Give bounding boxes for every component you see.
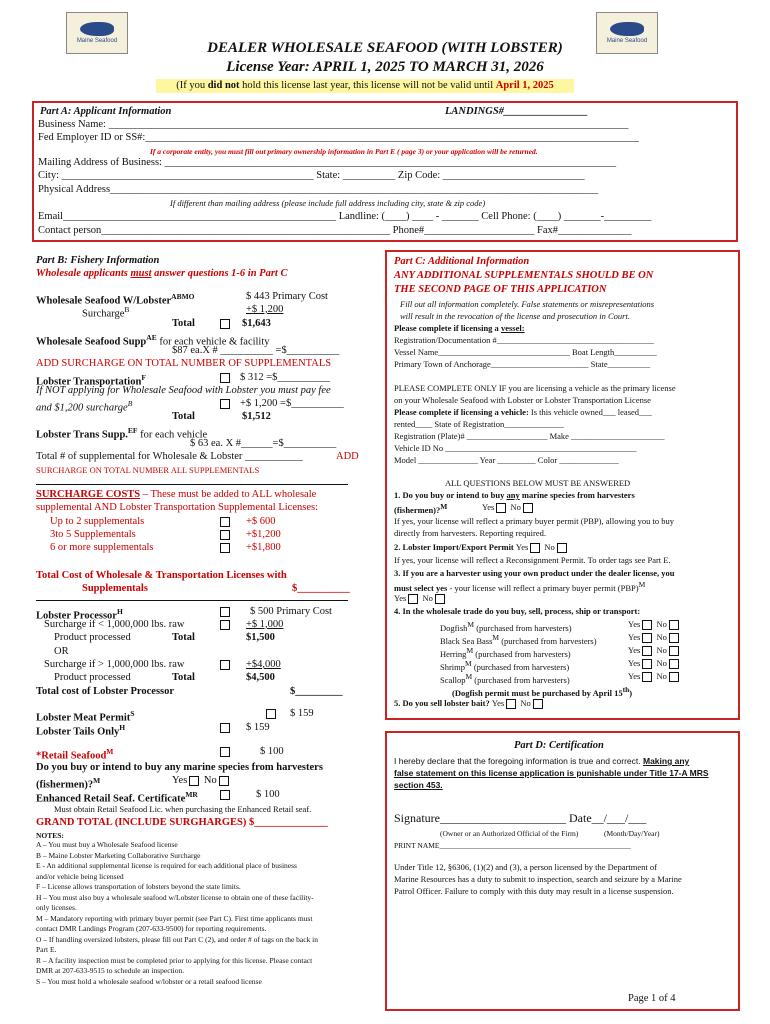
physical-address-note: If different than mailing address (please include full address including city, state & zip code)	[170, 198, 486, 208]
note-item: E - An additional supplemental license is required for each additional place of business	[36, 861, 297, 870]
species-sup: M	[466, 646, 474, 655]
note-item: A – You must buy a Wholesale Seafood license	[36, 840, 178, 849]
surcharge-costs-desc: supplemental AND Lobster Transportation Supplemental Licenses:	[36, 502, 319, 513]
surcharge-total-note: SURCHARGE ON TOTAL NUMBER ALL SUPPLEMENTALS	[36, 465, 260, 475]
species-name: Scallop	[440, 674, 466, 685]
add-surcharge-note: ADD SURCHARGE ON TOTAL NUMBER OF SUPPLEMENTALS	[36, 358, 332, 369]
vessel-heading: Please complete if licensing a vessel:	[394, 323, 525, 333]
product-total-label-2: Total	[172, 672, 195, 683]
mailing-address-field[interactable]: Mailing Address of Business: ______________________________________________________________________________________	[38, 157, 617, 168]
part-b-subtitle: Wholesale applicants must answer questions 1-6 in Part C	[36, 268, 288, 279]
q1-note-1: If yes, your license will reflect a primary buyer permit (PBP), allowing you to buy	[394, 516, 674, 526]
species-yes-no: Yes No	[628, 631, 681, 644]
supp-price-field[interactable]: $87 ea.X # __________ =$__________	[172, 345, 340, 356]
wholesale-seafood-label: Wholesale Seafood W/Lobster$^{ABMO}$	[36, 292, 195, 307]
lobster-meat-permit-checkbox[interactable]	[266, 709, 276, 719]
total-cost-field[interactable]: $__________	[292, 583, 350, 594]
meat-permit-value: $ 159	[290, 708, 314, 719]
species-name: Shrimp	[440, 661, 466, 672]
surcharge-less-checkbox[interactable]	[220, 620, 230, 630]
species-no-checkbox[interactable]	[669, 659, 679, 669]
species-yes-checkbox[interactable]	[642, 620, 652, 630]
tier-3-value: +$1,800	[246, 542, 281, 553]
title12-line-2: Marine Resources has a duty to submit to inspection, search and seizure by a Marine	[394, 874, 682, 884]
part-b-title: Part B: Fishery Information	[36, 255, 160, 266]
retail-seafood-label: *Retail Seafood$^M$	[36, 747, 114, 762]
retail-seafood-checkbox[interactable]	[220, 747, 230, 757]
enhanced-retail-checkbox[interactable]	[220, 790, 230, 800]
total-label-2: Total	[172, 411, 195, 422]
q1-yes-no: Yes No	[482, 501, 535, 513]
species-sup: M	[467, 620, 475, 629]
part-c-subtitle-1: ANY ADDITIONAL SUPPLEMENTALS SHOULD BE ON	[394, 270, 654, 281]
page-number: Page 1 of 4	[628, 993, 676, 1004]
grand-total-field[interactable]: GRAND TOTAL (INCLUDE SURGHARGES) $______________	[36, 817, 328, 828]
species-no-checkbox[interactable]	[669, 646, 679, 656]
retail-question-2: (fishermen)?$^M$	[36, 776, 101, 791]
note-item: S – You must hold a wholesale seafood w/lobster or a retail seafood license	[36, 976, 262, 986]
add-label: ADD	[336, 451, 359, 462]
question-2: 2. Lobster Import/Export Permit Yes No	[394, 541, 569, 553]
surcharge-label: Surcharge$^B$	[82, 305, 130, 320]
false-statements-warning-2: will result in the revocation of the license and prosecution in Court.	[400, 311, 630, 321]
processor-primary-cost: $ 500 Primary Cost	[250, 606, 332, 617]
title12-line-1: Under Title 12, §6306, (1)(2) and (3), a person licensed by the Department of	[394, 862, 657, 872]
retail-yes-checkbox[interactable]	[189, 776, 199, 786]
species-yes-checkbox[interactable]	[642, 659, 652, 669]
note-item: B – Maine Lobster Marketing Collaborative Surcharge	[36, 850, 201, 860]
email-phone-field[interactable]: Email____________________________________________________ Landline: (____) ____ - _______ Cell Phone: (____) _______-_________	[38, 211, 652, 222]
enhanced-retail-label: Enhanced Retail Seaf. Certificate$^{MR}$	[36, 790, 198, 805]
species-desc: (purchased from harvesters)	[471, 661, 570, 672]
total-cost-heading: Total Cost of Wholesale & Transportation Licenses with	[36, 570, 287, 581]
registration-field[interactable]: Registration/Documentation #_____________________________________	[394, 335, 654, 345]
vehicle-note-2: on your Wholesale Seafood with Lobster or Lobster Transportation License	[394, 395, 651, 405]
q1-yes-checkbox[interactable]	[496, 503, 506, 513]
print-name-field[interactable]: PRINT NAME___________________________________________________	[394, 841, 631, 850]
if-not-note-2: and $1,200 surcharge$^B$	[36, 399, 133, 414]
note-item: M – Mandatory reporting with primary buyer permit (see Part C). First time applicants must	[36, 913, 313, 923]
surcharge-less-label: Surcharge if < 1,000,000 lbs. raw	[44, 619, 185, 630]
lobster-transportation-checkbox[interactable]	[220, 373, 230, 383]
species-row	[440, 657, 730, 670]
question-1: 1. Do you buy or intend to buy any marine species from harvesters	[394, 490, 635, 500]
tier-3-checkbox[interactable]	[220, 543, 230, 553]
license-year: License Year: APRIL 1, 2025 TO MARCH 31, 2026	[226, 59, 544, 75]
total-processor-label: Total cost of Lobster Processor	[36, 686, 175, 697]
question-3-line-2: must select yes - your license will reflect a primary buyer permit (PBP)$^M$	[394, 580, 646, 593]
species-desc: (purchased from harvesters)	[499, 635, 597, 646]
tier-2-label: 3to 5 Supplementals	[50, 529, 136, 540]
vehicle-note-3[interactable]: Please complete if licensing a vehicle: Is this vehicle owned___ leased___	[394, 407, 652, 417]
tier-1-label: Up to 2 supplementals	[50, 516, 145, 527]
species-row	[440, 631, 730, 644]
note-item: H – You must also buy a wholesale seafood w/Lobster license to obtain one of these facility-	[36, 892, 314, 902]
surcharge-value: +$ 1,200	[246, 304, 284, 315]
species-no-checkbox[interactable]	[669, 672, 679, 682]
note-item: contact DMR Landings Program (207-633-9500) for reporting requirements.	[36, 924, 267, 933]
species-no-checkbox[interactable]	[669, 620, 679, 630]
form-title: DEALER WHOLESALE SEAFOOD (WITH LOBSTER)	[207, 40, 563, 56]
false-statements-warning-1: Fill out all information completely. False statements or misrepresentations	[400, 299, 655, 309]
transport-value-field[interactable]: $ 312 =$__________	[240, 372, 330, 383]
contact-person-field[interactable]: Contact person_______________________________________________________ Phone#_____________________ Fax#______________	[38, 225, 632, 236]
if-not-note-1: If NOT applying for Wholesale Seafood with Lobster you must pay fee	[36, 385, 331, 396]
note-item: R – A facility inspection must be completed prior to applying for this license. Please contact	[36, 955, 313, 965]
enhanced-retail-value: $ 100	[256, 789, 280, 800]
divider	[36, 484, 348, 485]
q1-note-2: directly from harvesters. Reporting required.	[394, 528, 547, 538]
wholesale-primary-cost: $ 443 Primary Cost	[246, 291, 328, 302]
species-desc: (purchased from harvesters)	[472, 674, 570, 685]
total-cost-supplementals: Supplementals	[82, 583, 148, 594]
surcharge-more-value: +$4,000	[246, 659, 281, 670]
surcharge-costs-heading: SURCHARGE COSTS – These must be added to ALL wholesale	[36, 489, 317, 500]
lobster-processor-checkbox[interactable]	[220, 607, 230, 617]
all-questions-heading: ALL QUESTIONS BELOW MUST BE ANSWERED	[445, 478, 631, 488]
maine-seafood-logo-right: Maine Seafood	[596, 12, 658, 54]
species-row	[440, 644, 730, 657]
notes-title: NOTES:	[36, 831, 64, 840]
notes-list	[36, 840, 376, 987]
model-year-color-field[interactable]: Model ______________ Year _________ Color ______________	[394, 455, 619, 465]
corporate-entity-note: If a corporate entity, you must fill out primary ownership information in Part E ( page 3) or your application will be returned.	[150, 147, 538, 156]
fish-icon	[610, 22, 644, 36]
lobster-processor-label: Lobster Processor$^H$	[36, 607, 123, 622]
part-c-title: Part C: Additional Information	[394, 256, 530, 267]
landings-field[interactable]: LANDINGS#________________	[445, 106, 588, 117]
date-caption: (Month/Day/Year)	[604, 829, 660, 838]
note-item: DMR at 207-633-9515 to schedule an inspection.	[36, 966, 185, 975]
species-name: Black Sea Bass	[440, 635, 493, 646]
part-c-subtitle-2: THE SECOND PAGE OF THIS APPLICATION	[394, 284, 607, 295]
tier-2-value: +$1,200	[246, 529, 281, 540]
title12-line-3: Patrol Officer. Failure to comply with this duty may result in a license suspension.	[394, 886, 674, 896]
tier-1-value: +$ 600	[246, 516, 276, 527]
species-row	[440, 618, 730, 631]
validity-notice: (If you did not hold this license last year, this license will not be valid until April 1, 2025	[156, 79, 574, 93]
certification-line-2: false statement on this license application is punishable under Title 17-A MRS	[394, 768, 709, 778]
total-processor-field[interactable]: $_________	[290, 686, 343, 697]
primary-town-field[interactable]: Primary Town of Anchorage_______________________ State__________	[394, 359, 651, 369]
maine-seafood-logo-left: Maine Seafood	[66, 12, 128, 54]
species-desc: (purchased from harvesters)	[474, 622, 572, 633]
total-label: Total	[172, 318, 195, 329]
signature-caption: (Owner or an Authorized Official of the Firm)	[440, 829, 579, 838]
product-total-2: $4,500	[246, 672, 275, 683]
species-desc: (purchased from harvesters)	[473, 648, 571, 659]
total-supplementals-field[interactable]: Total # of supplemental for Wholesale & Lobster ___________	[36, 451, 303, 462]
q5-yes-checkbox[interactable]	[506, 699, 516, 709]
product-total-label: Total	[172, 632, 195, 643]
q3-yes-checkbox[interactable]	[408, 594, 418, 604]
question-4: 4. In the wholesale trade do you buy, sell, process, ship or transport:	[394, 606, 641, 616]
vehicle-rented-field[interactable]: rented____ State of Registration______________	[394, 419, 564, 429]
note-item: and/or vehicle being licensed	[36, 871, 124, 881]
product-processed-label: Product processed	[54, 632, 131, 643]
vessel-name-field[interactable]: Vessel Name_______________________________ Boat Length__________	[394, 347, 657, 357]
q2-no-checkbox[interactable]	[557, 543, 567, 553]
part-d-title: Part D: Certification	[514, 740, 604, 751]
vehicle-note-1: PLEASE COMPLETE ONLY IF you are licensing a vehicle as the primary license	[394, 383, 676, 393]
fish-icon	[80, 22, 114, 36]
retail-question-1: Do you buy or intend to buy any marine species from harvesters	[36, 762, 323, 773]
note-item: F – License allows transportation of lobsters beyond the state limits.	[36, 882, 241, 891]
part-a-title: Part A: Applicant Information	[40, 106, 172, 117]
retail-seafood-value: $ 100	[260, 746, 284, 757]
retail-yes-no: Yes No	[172, 775, 231, 787]
divider	[36, 600, 348, 601]
lobster-meat-permit-label: Lobster Meat Permit$^S$	[36, 709, 135, 724]
lobster-trans-supp-label: Lobster Trans Supp.$^{EF}$ for each vehicle	[36, 426, 208, 441]
tier-3-label: 6 or more supplementals	[50, 542, 154, 553]
note-item: only licenses.	[36, 903, 77, 912]
species-list	[440, 618, 730, 683]
species-yes-no: Yes No	[628, 644, 681, 657]
if-not-checkbox[interactable]	[220, 399, 230, 409]
species-yes-no: Yes No	[628, 657, 681, 670]
q3-yes-no: Yes No	[394, 592, 447, 604]
wholesale-supp-label: Wholesale Seafood Supp$^{AE}$ for each vehicle & facility	[36, 333, 270, 348]
q5-no-checkbox[interactable]	[533, 699, 543, 709]
species-name: Dogfish	[440, 622, 468, 633]
question-5: 5. Do you sell lobster bait? Yes No	[394, 697, 545, 709]
if-not-value-field[interactable]: +$ 1,200 =$__________	[240, 398, 344, 409]
note-item: O – If handling oversized lobsters, please fill out Part C (2), and order # of tags on the back in	[36, 934, 319, 944]
enhanced-retail-note: Must obtain Retail Seafood Lic. when purchasing the Enhanced Retail seaf.	[54, 804, 312, 814]
tails-value: $ 159	[246, 722, 270, 733]
q1-no-checkbox[interactable]	[523, 503, 533, 513]
note-item: Part E.	[36, 945, 57, 954]
trans-supp-price-field[interactable]: $ 63 ea. X #______=$__________	[190, 438, 337, 449]
lobster-tails-checkbox[interactable]	[220, 723, 230, 733]
wholesale-seafood-checkbox[interactable]	[220, 319, 230, 329]
business-name-field[interactable]: Business Name: ___________________________________________________________________________________________________	[38, 119, 629, 130]
or-label: OR	[54, 646, 69, 657]
certification-line-3: section 453.	[394, 780, 443, 790]
question-1-line-2: (fishermen)?$^M$	[394, 502, 448, 515]
surcharge-more-checkbox[interactable]	[220, 660, 230, 670]
total-2: $1,512	[242, 411, 271, 422]
registration-plate-field[interactable]: Registration (Plate)# ___________________ Make ______________________	[394, 431, 665, 441]
product-total-1: $1,500	[246, 632, 275, 643]
retail-no-checkbox[interactable]	[219, 776, 229, 786]
city-state-zip-field[interactable]: City: ________________________________________________ State: __________ Zip Code: ___________________________	[38, 170, 585, 181]
certification-line-1: I hereby declare that the foregoing information is true and correct. Making any	[394, 756, 690, 766]
species-no-checkbox[interactable]	[669, 633, 679, 643]
q2-note: If yes, your license will reflect a Reconsignment Permit. To order tags see Part E.	[394, 555, 671, 565]
question-3: 3. If you are a harvester using your own product under the dealer license, you	[394, 568, 675, 578]
tier-2-checkbox[interactable]	[220, 530, 230, 540]
species-sup: M	[465, 659, 472, 668]
signature-date-field[interactable]: Signature_____________________ Date__/___/___	[394, 811, 647, 825]
lobster-tails-only-label: Lobster Tails Only$^H$	[36, 723, 126, 738]
species-name: Herring	[440, 648, 467, 659]
tier-1-checkbox[interactable]	[220, 517, 230, 527]
species-sup: M	[465, 672, 473, 681]
total-1: $1,643	[242, 318, 271, 329]
species-yes-checkbox[interactable]	[642, 672, 652, 682]
q3-no-checkbox[interactable]	[435, 594, 445, 604]
surcharge-more-label: Surcharge if > 1,000,000 lbs. raw	[44, 659, 185, 670]
vehicle-id-field[interactable]: Vehicle ID No _____________________________________________	[394, 443, 637, 453]
lobster-transportation-label: Lobster Transportation$^F$	[36, 373, 146, 388]
species-yes-checkbox[interactable]	[642, 646, 652, 656]
fed-employer-id-field[interactable]: Fed Employer ID or SS#:______________________________________________________________________________________________	[38, 132, 639, 143]
species-yes-checkbox[interactable]	[642, 633, 652, 643]
species-row	[440, 670, 730, 683]
dogfish-note: (Dogfish permit must be purchased by April 15th)	[452, 685, 633, 698]
physical-address-field[interactable]: Physical Address_____________________________________________________________________________________________	[38, 184, 599, 195]
product-processed-label-2: Product processed	[54, 672, 131, 683]
q2-yes-checkbox[interactable]	[530, 543, 540, 553]
species-yes-no: Yes No	[628, 670, 681, 683]
surcharge-less-value: +$ 1,000	[246, 619, 284, 630]
species-sup: M	[492, 633, 500, 642]
species-yes-no: Yes No	[628, 618, 681, 631]
